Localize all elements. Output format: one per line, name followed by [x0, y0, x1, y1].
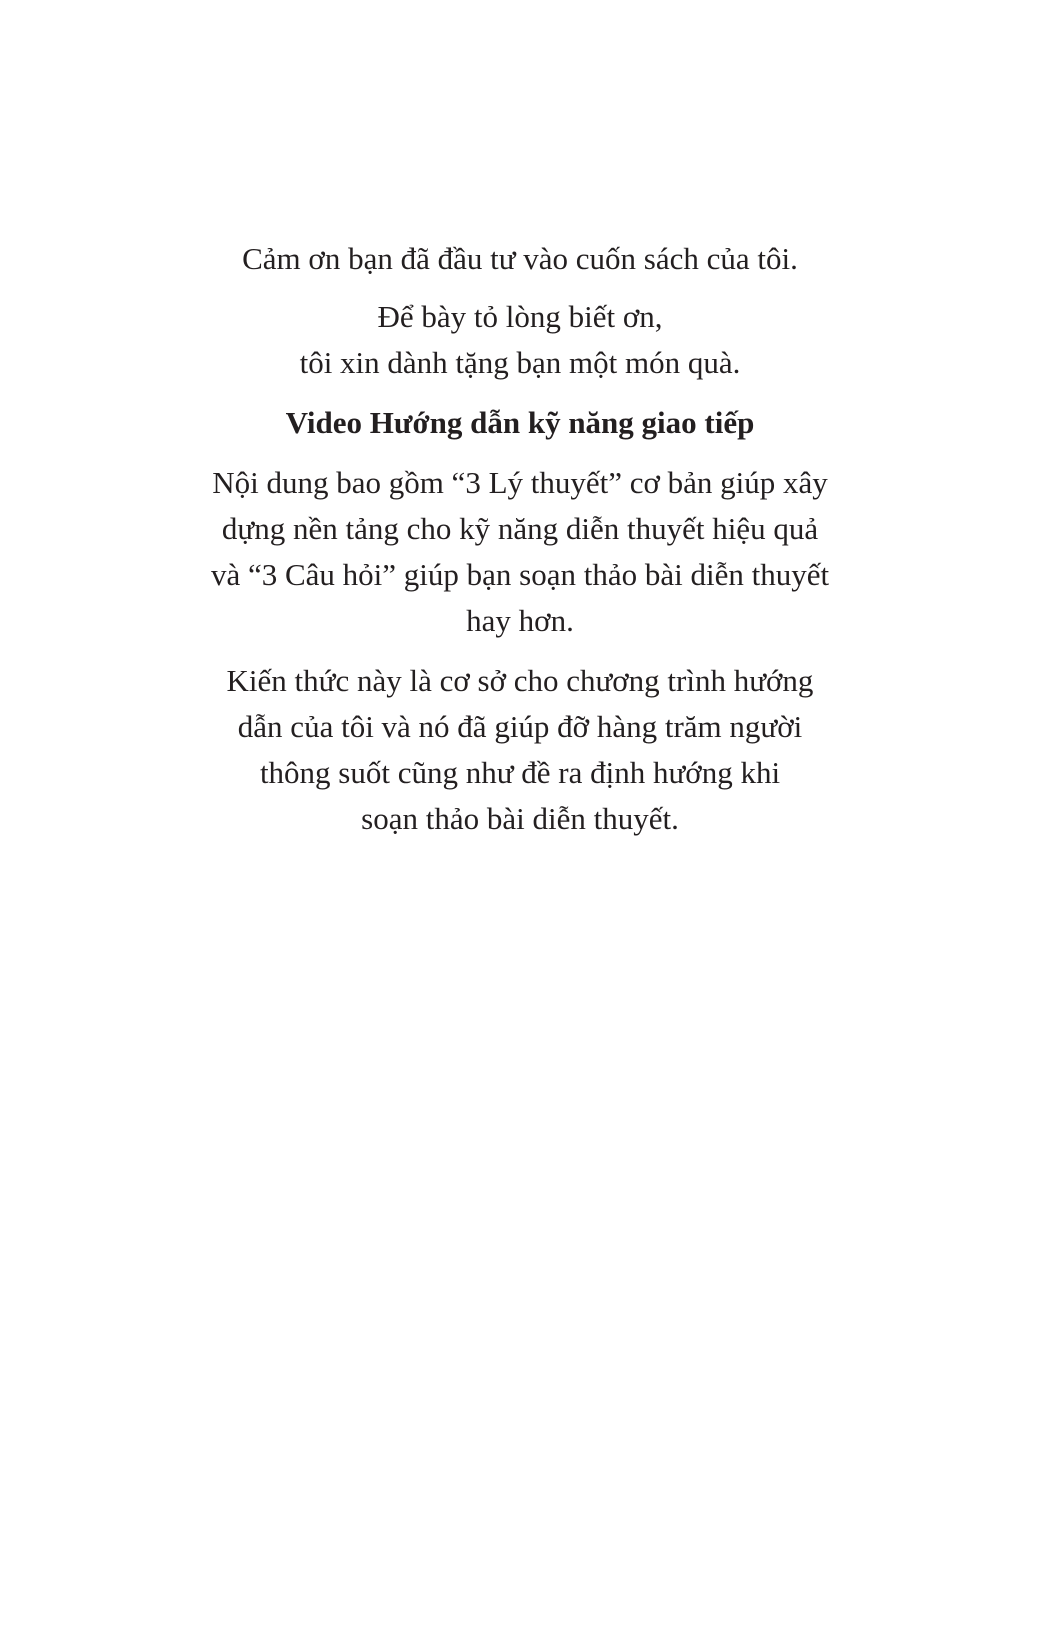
description-line: dựng nền tảng cho kỹ năng diễn thuyết hiệu quả [221, 511, 819, 546]
knowledge-line: dẫn của tôi và nó đã giúp đỡ hàng trăm người [237, 709, 803, 744]
knowledge-line: thông suốt cũng như đề ra định hướng khi [259, 755, 781, 790]
gift-line: Để bày tỏ lòng biết ơn, [377, 299, 663, 334]
description-paragraph [150, 460, 890, 644]
thanks-paragraph [150, 236, 890, 282]
knowledge-paragraph [150, 658, 890, 842]
description-line: và “3 Câu hỏi” giúp bạn soạn thảo bài diễn thuyết [210, 557, 830, 592]
video-title-line: Video Hướng dẫn kỹ năng giao tiếp [285, 405, 755, 440]
video-title [150, 400, 890, 446]
page-content [150, 236, 890, 842]
knowledge-line: soạn thảo bài diễn thuyết. [361, 801, 679, 836]
description-line: hay hơn. [466, 603, 574, 638]
gift-line: tôi xin dành tặng bạn một món quà. [299, 345, 741, 380]
thanks-line: Cảm ơn bạn đã đầu tư vào cuốn sách của tôi. [242, 241, 798, 276]
knowledge-line: Kiến thức này là cơ sở cho chương trình hướng [226, 663, 814, 698]
gift-paragraph [150, 294, 890, 386]
description-line: Nội dung bao gồm “3 Lý thuyết” cơ bản giúp xây [212, 465, 828, 500]
